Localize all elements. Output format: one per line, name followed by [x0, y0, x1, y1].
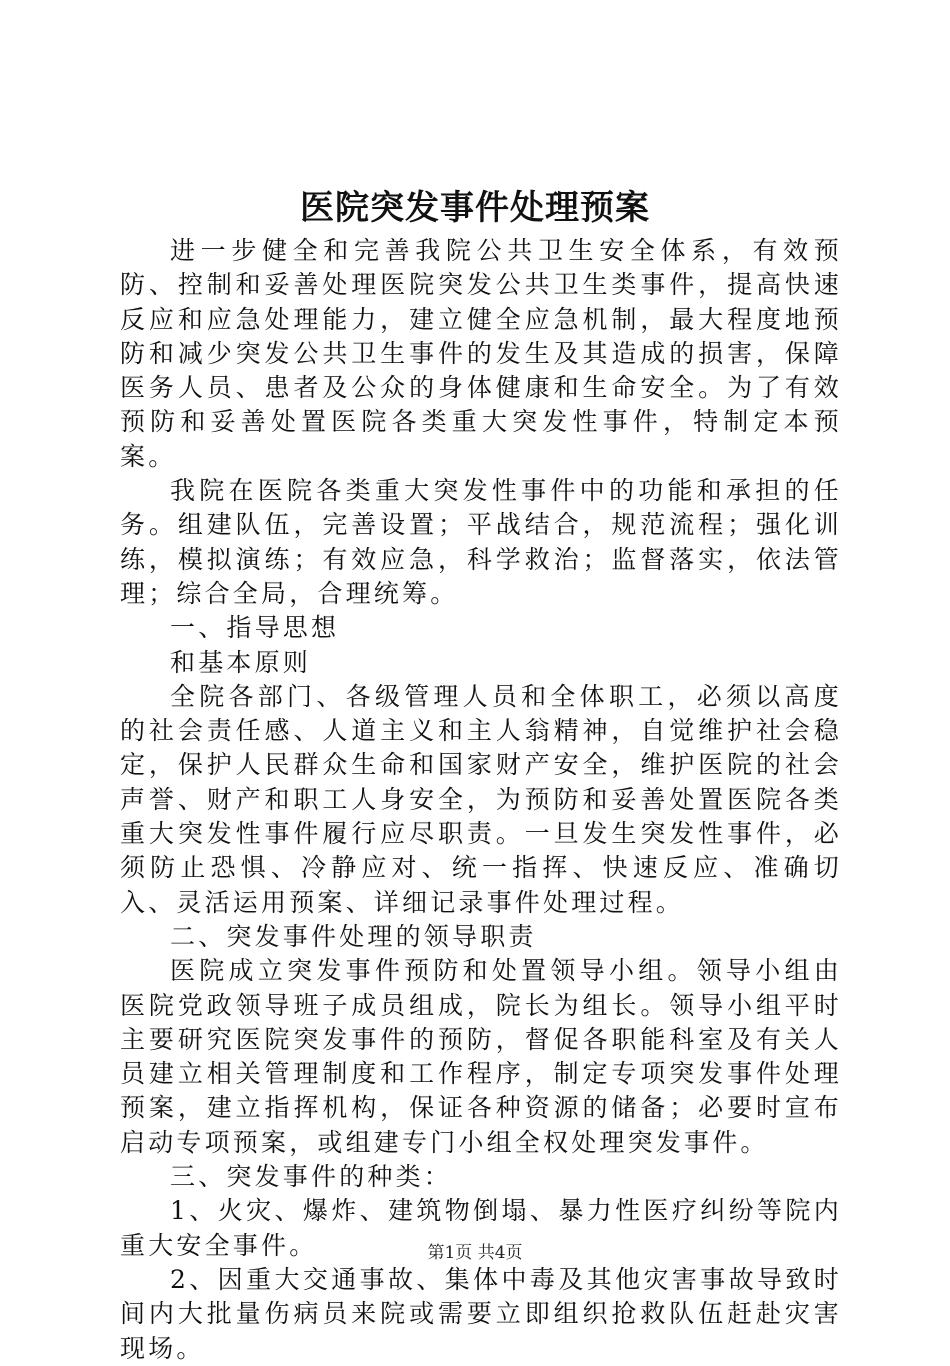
document-body [120, 234, 842, 1366]
paragraph-principles: 全院各部门、各级管理人员和全体职工，必须以高度的社会责任感、人道主义和主人翁精神，自觉维护社会稳定，保护人民群众生命和国家财产安全，维护医院的社会声誉、财产和职工人身安全，为预防和妥善处置医院各类重大突发性事件履行应尽职责。一旦发生突发性事件，必须防止恐惧、冷静应对、统一指挥、快速反应、准确切入、灵活运用预案、详细记录事件处理过程。 [120, 681, 842, 917]
section-heading-event-types: 三、突发事件的种类： [170, 1162, 453, 1192]
page-number-footer: 第1页 共4页 [427, 1243, 523, 1263]
section-heading-guiding-thought: 一、指导思想 [170, 613, 340, 643]
section-heading-basic-principles: 和基本原则 [170, 647, 312, 677]
paragraph-intro: 进一步健全和完善我院公共卫生安全体系，有效预防、控制和妥善处理医院突发公共卫生类事件，提高快速反应和应急处理能力，建立健全应急机制，最大程度地预防和减少突发公共卫生事件的发生及其造成的损害，保障医务人员、患者及公众的身体健康和生命安全。为了有效预防和妥善处置医院各类重大突发性事件，特制定本预案。 [120, 236, 842, 471]
list-item-event-type-1: 1、火灾、爆炸、建筑物倒塌、暴力性医疗纠纷等院内重大安全事件。 [120, 1196, 842, 1260]
list-item-event-type-2: 2、因重大交通事故、集体中毒及其他灾害事故导致时间内大批量伤病员来院或需要立即组织抢救队伍赶赴灾害现场。 [120, 1264, 842, 1363]
paragraph-leadership: 医院成立突发事件预防和处置领导小组。领导小组由医院党政领导班子成员组成，院长为组长。领导小组平时主要研究医院突发事件的预防，督促各职能科室及有关人员建立相关管理制度和工作程序，制定专项突发事件处理预案，建立指挥机构，保证各种资源的储备；必要时宣布启动专项预案，或组建专门小组全权处理突发事件。 [120, 956, 842, 1157]
section-heading-leadership: 二、突发事件处理的领导职责 [170, 921, 537, 951]
document-title: 医院突发事件处理预案 [300, 188, 650, 228]
paragraph-tasks: 我院在医院各类重大突发性事件中的功能和承担的任务。组建队伍，完善设置；平战结合，规范流程；强化训练，模拟演练；有效应急，科学救治；监督落实，依法管理；综合全局，合理统筹。 [120, 476, 842, 608]
